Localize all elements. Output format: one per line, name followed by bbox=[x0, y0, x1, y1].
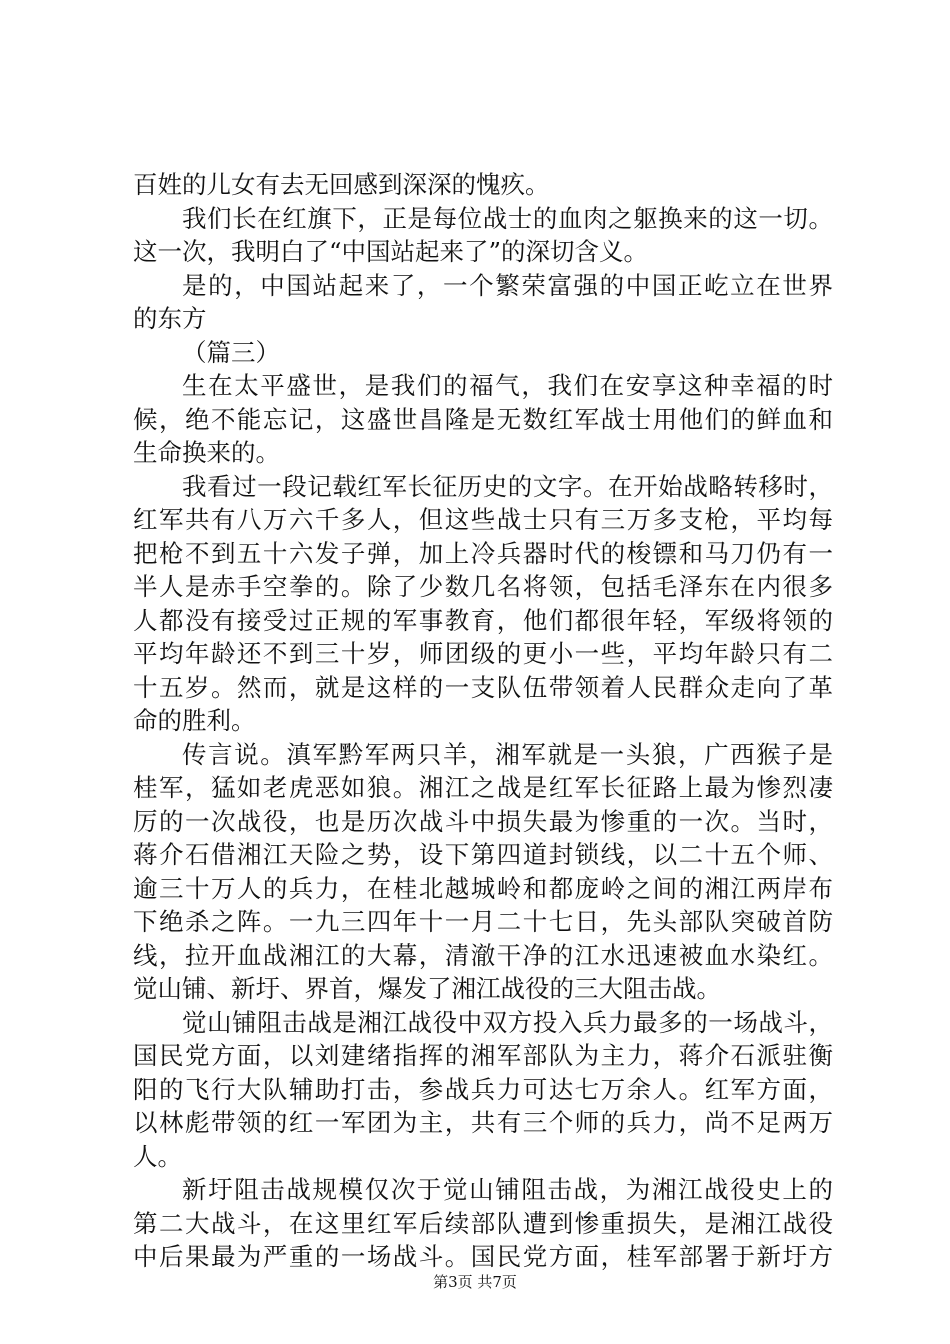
text-line: （篇三） bbox=[182, 337, 280, 367]
text-line: 百姓的儿女有去无回感到深深的愧疚。 bbox=[133, 170, 550, 199]
page-footer: 第3页 共7页 bbox=[433, 1273, 517, 1291]
text-line: 半人是赤手空拳的。除了少数几名将领，包括毛泽东在内很多 bbox=[133, 572, 833, 601]
text-line: 下绝杀之阵。一九三四年十一月二十七日，先头部队突破首防 bbox=[133, 907, 833, 936]
text-line: 平均年龄还不到三十岁，师团级的更小一些，平均年龄只有二 bbox=[133, 639, 833, 668]
text-line: 候，绝不能忘记，这盛世昌隆是无数红军战士用他们的鲜血和 bbox=[133, 404, 833, 434]
text-line: 把枪不到五十六发子弹，加上冷兵器时代的梭镖和马刀仍有一 bbox=[133, 538, 833, 568]
text-line: 生在太平盛世，是我们的福气，我们在安享这种幸福的时 bbox=[182, 371, 833, 400]
text-line: 逾三十万人的兵力，在桂北越城岭和都庞岭之间的湘江两岸布 bbox=[133, 873, 833, 903]
text-line: 十五岁。然而，就是这样的一支队伍带领着人民群众走向了革 bbox=[133, 672, 833, 702]
text-line: 生命换来的。 bbox=[133, 438, 280, 467]
text-line: 第二大战斗，在这里红军后续部队遭到惨重损失，是湘江战役 bbox=[133, 1208, 833, 1238]
text-line: 国民党方面，以刘建绪指挥的湘军部队为主力，蒋介石派驻衡 bbox=[133, 1041, 833, 1070]
text-line: 中后果最为严重的一场战斗。国民党方面，桂军部署于新圩方 bbox=[133, 1242, 833, 1271]
text-line: 以林彪带领的红一军团为主，共有三个师的兵力，尚不足两万 bbox=[133, 1108, 833, 1137]
text-line: 这一次，我明白了“中国站起来了”的深切含义。 bbox=[133, 237, 649, 266]
text-line: 的东方 bbox=[133, 304, 207, 333]
text-line: 人。 bbox=[133, 1141, 182, 1171]
text-line: 阳的飞行大队辅助打击，参战兵力可达七万余人。红军方面， bbox=[133, 1074, 833, 1104]
text-line: 红军共有八万六千多人，但这些战士只有三万多支枪，平均每 bbox=[133, 505, 833, 534]
text-line: 是的，中国站起来了，一个繁荣富强的中国正屹立在世界 bbox=[182, 270, 833, 300]
text-line: 线，拉开血战湘江的大幕，清澈干净的江水迅速被血水染红。 bbox=[133, 940, 833, 970]
text-line: 传言说。滇军黔军两只羊，湘军就是一头狼，广西猴子是 bbox=[182, 739, 833, 769]
body-text bbox=[133, 168, 833, 1274]
text-line: 我们长在红旗下，正是每位战士的血肉之躯换来的这一切。 bbox=[182, 203, 833, 233]
text-line: 觉山铺阻击战是湘江战役中双方投入兵力最多的一场战斗， bbox=[182, 1007, 833, 1037]
text-line: 厉的一次战役，也是历次战斗中损失最为惨重的一次。当时， bbox=[133, 806, 833, 836]
text-line: 我看过一段记载红军长征历史的文字。在开始战略转移时， bbox=[182, 471, 833, 501]
text-line: 新圩阻击战规模仅次于觉山铺阻击战，为湘江战役史上的 bbox=[182, 1175, 833, 1204]
text-line: 觉山铺、新圩、界首，爆发了湘江战役的三大阻击战。 bbox=[133, 974, 721, 1003]
text-line: 蒋介石借湘江天险之势，设下第四道封锁线，以二十五个师、 bbox=[133, 840, 833, 869]
text-line: 人都没有接受过正规的军事教育，他们都很年轻，军级将领的 bbox=[133, 605, 833, 635]
text-line: 桂军，猛如老虎恶如狼。湘江之战是红军长征路上最为惨烈凄 bbox=[133, 773, 833, 802]
text-line: 命的胜利。 bbox=[133, 706, 256, 735]
